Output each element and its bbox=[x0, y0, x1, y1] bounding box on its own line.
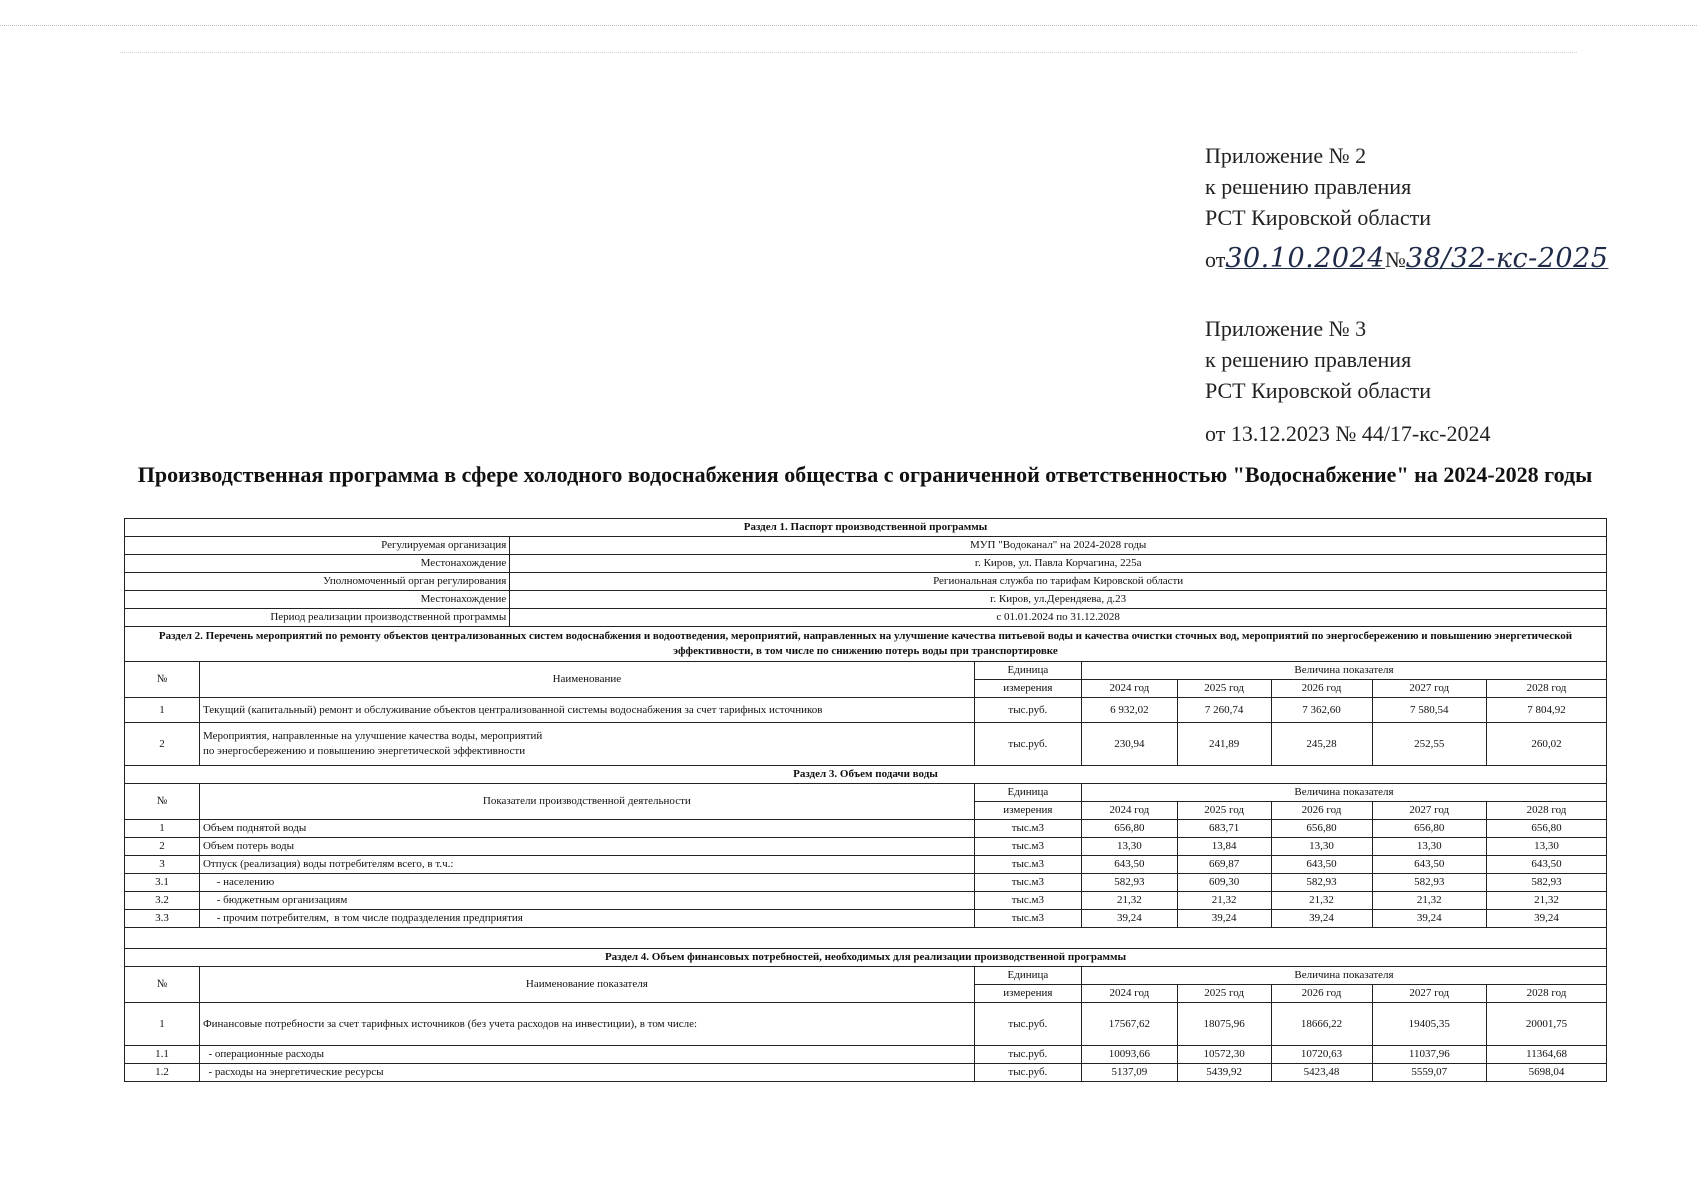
passport-label: Период реализации производственной программы bbox=[125, 609, 510, 627]
handwritten-number: 38/32-кс-2025 bbox=[1405, 243, 1609, 274]
row-value: 39,24 bbox=[1177, 910, 1271, 928]
row-unit: тыс.м3 bbox=[974, 874, 1081, 892]
row-no: 1 bbox=[125, 820, 200, 838]
row-value: 252,55 bbox=[1372, 723, 1487, 766]
year-header: 2024 год bbox=[1082, 680, 1178, 698]
row-name: Текущий (капитальный) ремонт и обслуживание объектов централизованной системы водоснабжения за счет тарифных источников bbox=[199, 698, 974, 723]
row-value: 39,24 bbox=[1372, 910, 1487, 928]
row-value: 21,32 bbox=[1271, 892, 1372, 910]
section-3-heading: Раздел 3. Объем подачи воды bbox=[125, 766, 1607, 784]
section-4-heading: Раздел 4. Объем финансовых потребностей, необходимых для реализации производственной программы bbox=[125, 949, 1607, 967]
row-no: 2 bbox=[125, 838, 200, 856]
row-value: 643,50 bbox=[1372, 856, 1487, 874]
row-name: Объем поднятой воды bbox=[199, 820, 974, 838]
row-no: 3 bbox=[125, 856, 200, 874]
column-header-unit: Единица bbox=[974, 784, 1081, 802]
row-value: 7 260,74 bbox=[1177, 698, 1271, 723]
table-row bbox=[125, 723, 1607, 766]
row-name: - бюджетным организациям bbox=[199, 892, 974, 910]
row-value: 241,89 bbox=[1177, 723, 1271, 766]
row-value: 7 580,54 bbox=[1372, 698, 1487, 723]
year-header: 2027 год bbox=[1372, 680, 1487, 698]
row-value: 18666,22 bbox=[1271, 1003, 1372, 1046]
row-value: 656,80 bbox=[1487, 820, 1607, 838]
passport-value: с 01.01.2024 по 31.12.2028 bbox=[510, 609, 1607, 627]
row-unit: тыс.руб. bbox=[974, 723, 1081, 766]
column-header-no: № bbox=[125, 784, 200, 820]
section-2-header-row bbox=[125, 662, 1607, 680]
table-row bbox=[125, 1003, 1607, 1046]
row-value: 39,24 bbox=[1082, 910, 1178, 928]
section-4-header-row bbox=[125, 967, 1607, 985]
year-header: 2027 год bbox=[1372, 802, 1487, 820]
row-name-line: Мероприятия, направленные на улучшение качества воды, мероприятий bbox=[202, 730, 543, 742]
year-header: 2028 год bbox=[1487, 802, 1607, 820]
row-value: 582,93 bbox=[1487, 874, 1607, 892]
appendix-2-line2: к решению правления bbox=[1205, 174, 1412, 199]
row-value: 609,30 bbox=[1177, 874, 1271, 892]
row-value: 21,32 bbox=[1082, 892, 1178, 910]
passport-row bbox=[125, 591, 1607, 609]
appendix-2-stamp bbox=[1205, 140, 1675, 275]
column-header-value: Величина показателя bbox=[1082, 784, 1607, 802]
row-value: 643,50 bbox=[1271, 856, 1372, 874]
passport-value: г. Киров, ул.Дерендяева, д.23 bbox=[510, 591, 1607, 609]
passport-label: Уполномоченный орган регулирования bbox=[125, 573, 510, 591]
row-value: 20001,75 bbox=[1487, 1003, 1607, 1046]
year-header: 2025 год bbox=[1177, 802, 1271, 820]
row-name bbox=[199, 723, 974, 766]
passport-row bbox=[125, 537, 1607, 555]
table-row bbox=[125, 1046, 1607, 1064]
row-value: 13,30 bbox=[1372, 838, 1487, 856]
column-header-unit-2: измерения bbox=[974, 802, 1081, 820]
row-name-line: по энергосбережению и повышению энергетической эффективности bbox=[202, 745, 526, 757]
passport-label: Местонахождение bbox=[125, 555, 510, 573]
year-header: 2028 год bbox=[1487, 985, 1607, 1003]
column-header-unit: Единица bbox=[974, 967, 1081, 985]
row-no: 1 bbox=[125, 698, 200, 723]
appendix-3-title: Приложение № 3 bbox=[1205, 316, 1367, 341]
row-value: 10572,30 bbox=[1177, 1046, 1271, 1064]
appendix-2-no-sign: № bbox=[1384, 247, 1406, 272]
year-header: 2026 год bbox=[1271, 985, 1372, 1003]
column-header-name: Показатели производственной деятельности bbox=[199, 784, 974, 820]
row-unit: тыс.м3 bbox=[974, 910, 1081, 928]
row-no: 3.2 bbox=[125, 892, 200, 910]
row-value: 39,24 bbox=[1271, 910, 1372, 928]
row-name: - операционные расходы bbox=[199, 1046, 974, 1064]
year-header: 2028 год bbox=[1487, 680, 1607, 698]
appendix-3-date-line: от 13.12.2023 № 44/17-кс-2024 bbox=[1205, 421, 1491, 446]
row-no: 1.1 bbox=[125, 1046, 200, 1064]
row-no: 3.1 bbox=[125, 874, 200, 892]
row-value: 5559,07 bbox=[1372, 1064, 1487, 1082]
year-header: 2025 год bbox=[1177, 985, 1271, 1003]
table-row bbox=[125, 892, 1607, 910]
section-2-heading: Раздел 2. Перечень мероприятий по ремонту объектов централизованных систем водоснабжения и водоотведения, мероприятий, направленных на улучшение качества питьевой воды и качества очистки сточных вод, мероприятий по энергосбережению и повышению энергетической эффективности, в том числе по снижению потерь воды при транспортировке bbox=[125, 627, 1607, 662]
row-name: Финансовые потребности за счет тарифных источников (без учета расходов на инвестиции), в том числе: bbox=[199, 1003, 974, 1046]
row-value: 7 804,92 bbox=[1487, 698, 1607, 723]
section-1-heading-row bbox=[125, 519, 1607, 537]
row-value: 260,02 bbox=[1487, 723, 1607, 766]
column-header-unit-2: измерения bbox=[974, 680, 1081, 698]
row-unit: тыс.м3 bbox=[974, 838, 1081, 856]
row-value: 643,50 bbox=[1082, 856, 1178, 874]
year-header: 2026 год bbox=[1271, 680, 1372, 698]
column-header-name: Наименование bbox=[199, 662, 974, 698]
column-header-no: № bbox=[125, 967, 200, 1003]
row-value: 683,71 bbox=[1177, 820, 1271, 838]
row-value: 21,32 bbox=[1372, 892, 1487, 910]
section-3-heading-row bbox=[125, 766, 1607, 784]
row-value: 13,84 bbox=[1177, 838, 1271, 856]
row-name: - расходы на энергетические ресурсы bbox=[199, 1064, 974, 1082]
section-2-heading-row bbox=[125, 627, 1607, 662]
column-header-unit-2: измерения bbox=[974, 985, 1081, 1003]
row-value: 582,93 bbox=[1372, 874, 1487, 892]
row-value: 643,50 bbox=[1487, 856, 1607, 874]
row-value: 6 932,02 bbox=[1082, 698, 1178, 723]
appendix-2-date-line bbox=[1205, 243, 1675, 275]
row-value: 10720,63 bbox=[1271, 1046, 1372, 1064]
row-no: 1.2 bbox=[125, 1064, 200, 1082]
row-value: 17567,62 bbox=[1082, 1003, 1178, 1046]
passport-value: г. Киров, ул. Павла Корчагина, 225а bbox=[510, 555, 1607, 573]
row-value: 5439,92 bbox=[1177, 1064, 1271, 1082]
row-value: 656,80 bbox=[1082, 820, 1178, 838]
row-value: 582,93 bbox=[1082, 874, 1178, 892]
table-row bbox=[125, 910, 1607, 928]
row-value: 11037,96 bbox=[1372, 1046, 1487, 1064]
row-value: 245,28 bbox=[1271, 723, 1372, 766]
row-no: 1 bbox=[125, 1003, 200, 1046]
row-unit: тыс.руб. bbox=[974, 1064, 1081, 1082]
table-row bbox=[125, 1064, 1607, 1082]
handwritten-date: 30.10.2024 bbox=[1225, 243, 1385, 274]
row-value: 582,93 bbox=[1271, 874, 1372, 892]
table-row bbox=[125, 874, 1607, 892]
row-value: 21,32 bbox=[1177, 892, 1271, 910]
appendix-3-stamp bbox=[1205, 313, 1675, 449]
row-unit: тыс.м3 bbox=[974, 892, 1081, 910]
row-value: 656,80 bbox=[1372, 820, 1487, 838]
appendix-3-line2: к решению правления bbox=[1205, 347, 1412, 372]
row-value: 230,94 bbox=[1082, 723, 1178, 766]
appendix-2-from: от bbox=[1205, 247, 1226, 272]
row-unit: тыс.руб. bbox=[974, 698, 1081, 723]
row-value: 19405,35 bbox=[1372, 1003, 1487, 1046]
passport-value: Региональная служба по тарифам Кировской области bbox=[510, 573, 1607, 591]
row-value: 39,24 bbox=[1487, 910, 1607, 928]
row-value: 10093,66 bbox=[1082, 1046, 1178, 1064]
row-name: - прочим потребителям, в том числе подразделения предприятия bbox=[199, 910, 974, 928]
row-value: 18075,96 bbox=[1177, 1003, 1271, 1046]
passport-row bbox=[125, 555, 1607, 573]
table-row bbox=[125, 838, 1607, 856]
scan-artifact-line bbox=[120, 52, 1577, 53]
row-value: 13,30 bbox=[1487, 838, 1607, 856]
table-row bbox=[125, 698, 1607, 723]
year-header: 2024 год bbox=[1082, 985, 1178, 1003]
row-value: 13,30 bbox=[1082, 838, 1178, 856]
scan-artifact-line bbox=[0, 25, 1697, 26]
row-value: 11364,68 bbox=[1487, 1046, 1607, 1064]
row-value: 5698,04 bbox=[1487, 1064, 1607, 1082]
row-value: 21,32 bbox=[1487, 892, 1607, 910]
appendix-2-line3: РСТ Кировской области bbox=[1205, 205, 1431, 230]
table-row bbox=[125, 820, 1607, 838]
row-name: Объем потерь воды bbox=[199, 838, 974, 856]
row-name: Отпуск (реализация) воды потребителям всего, в т.ч.: bbox=[199, 856, 974, 874]
appendix-3-line3: РСТ Кировской области bbox=[1205, 378, 1431, 403]
row-no: 2 bbox=[125, 723, 200, 766]
row-name: - населению bbox=[199, 874, 974, 892]
row-unit: тыс.руб. bbox=[974, 1003, 1081, 1046]
document-title: Производственная программа в сфере холодного водоснабжения общества с ограниченной ответственностью "Водоснабжение" на 2024-2028 годы bbox=[137, 462, 1593, 487]
row-value: 656,80 bbox=[1271, 820, 1372, 838]
year-header: 2027 год bbox=[1372, 985, 1487, 1003]
section-3-header-row bbox=[125, 784, 1607, 802]
row-no: 3.3 bbox=[125, 910, 200, 928]
passport-value: МУП "Водоканал" на 2024-2028 годы bbox=[510, 537, 1607, 555]
passport-label: Регулируемая организация bbox=[125, 537, 510, 555]
column-header-unit: Единица bbox=[974, 662, 1081, 680]
table-row bbox=[125, 856, 1607, 874]
column-header-value: Величина показателя bbox=[1082, 967, 1607, 985]
passport-label: Местонахождение bbox=[125, 591, 510, 609]
spacer-cell bbox=[125, 928, 1607, 949]
year-header: 2026 год bbox=[1271, 802, 1372, 820]
row-value: 7 362,60 bbox=[1271, 698, 1372, 723]
column-header-name: Наименование показателя bbox=[199, 967, 974, 1003]
year-header: 2024 год bbox=[1082, 802, 1178, 820]
passport-row bbox=[125, 609, 1607, 627]
row-unit: тыс.м3 bbox=[974, 820, 1081, 838]
row-value: 5423,48 bbox=[1271, 1064, 1372, 1082]
row-unit: тыс.м3 bbox=[974, 856, 1081, 874]
row-value: 13,30 bbox=[1271, 838, 1372, 856]
passport-row bbox=[125, 573, 1607, 591]
row-unit: тыс.руб. bbox=[974, 1046, 1081, 1064]
section-4-heading-row bbox=[125, 949, 1607, 967]
production-program-table bbox=[124, 518, 1607, 1082]
column-header-value: Величина показателя bbox=[1082, 662, 1607, 680]
spacer-row bbox=[125, 928, 1607, 949]
section-1-heading: Раздел 1. Паспорт производственной программы bbox=[125, 519, 1607, 537]
appendix-2-title: Приложение № 2 bbox=[1205, 143, 1367, 168]
row-value: 5137,09 bbox=[1082, 1064, 1178, 1082]
column-header-no: № bbox=[125, 662, 200, 698]
year-header: 2025 год bbox=[1177, 680, 1271, 698]
row-value: 669,87 bbox=[1177, 856, 1271, 874]
